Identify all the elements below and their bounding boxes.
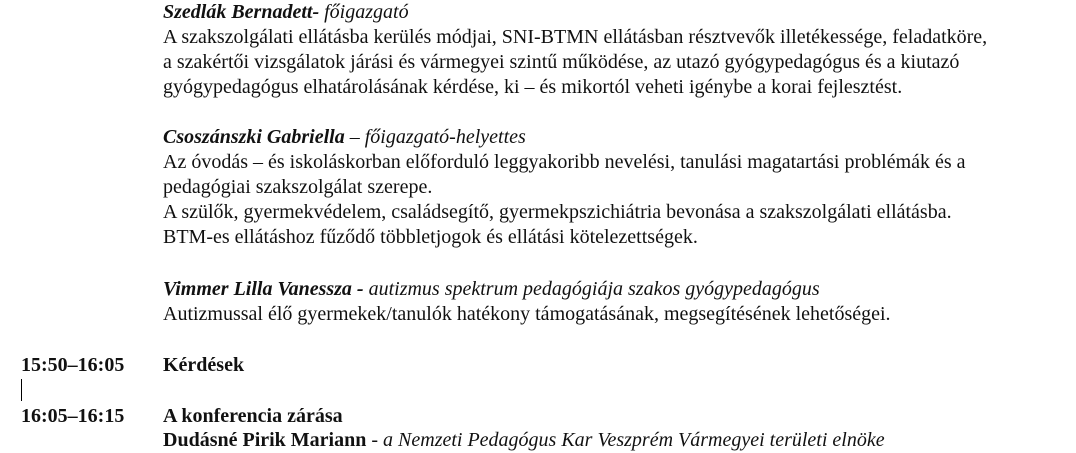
agenda-title: A konferencia zárása bbox=[163, 405, 343, 427]
speaker-heading bbox=[163, 125, 1063, 150]
speaker-heading bbox=[163, 0, 1063, 25]
speaker-role: főigazgató bbox=[324, 1, 409, 23]
section-text-line: A szakszolgálati ellátásba kerülés módjai, SNI-BTMN ellátásban résztvevők illetékessége, feladatköre, bbox=[163, 26, 988, 48]
agenda-time: 16:05–16:15 bbox=[21, 405, 125, 427]
section-text-line: a szakértői vizsgálatok járási és vármegyei szintű működése, az utazó gyógypedagógus és a kiutazó bbox=[163, 51, 960, 73]
section-text-line: gyógypedagógus elhatárolásának kérdése, ki – és mikortól veheti igénybe a korai fejlesztést. bbox=[163, 76, 903, 98]
closing-speaker-separator: - bbox=[366, 429, 384, 451]
section-text-line: pedagógiai szakszolgálat szerepe. bbox=[163, 176, 433, 198]
speaker-name: Csoszánszki Gabriella bbox=[163, 126, 345, 148]
closing-speaker-line bbox=[163, 428, 885, 453]
closing-speaker-role: a Nemzeti Pedagógus Kar Veszprém Vármegyei területi elnöke bbox=[383, 429, 885, 451]
agenda-title: Kérdések bbox=[163, 354, 245, 376]
speaker-separator: - bbox=[312, 1, 325, 23]
speaker-name: Szedlák Bernadett bbox=[163, 1, 313, 23]
agenda-time: 15:50–16:05 bbox=[21, 354, 125, 376]
speaker-section-1 bbox=[163, 0, 1063, 100]
speaker-heading bbox=[163, 277, 1063, 302]
speaker-role: főigazgató-helyettes bbox=[364, 126, 526, 148]
section-text-line: BTM-es ellátáshoz fűződő többletjogok és ellátási kötelezettségek. bbox=[163, 226, 698, 248]
section-text-line: Az óvodás – és iskoláskorban előforduló leggyakoribb nevelési, tanulási magatartási problémák és a bbox=[163, 151, 966, 173]
closing-speaker-name: Dudásné Pirik Mariann bbox=[163, 429, 367, 451]
speaker-role: autizmus spektrum pedagógiája szakos gyógypedagógus bbox=[368, 278, 820, 300]
text-cursor[interactable] bbox=[21, 379, 22, 401]
speaker-section-3 bbox=[163, 277, 1063, 327]
speaker-separator: – bbox=[344, 126, 365, 148]
speaker-section-2 bbox=[163, 125, 1063, 250]
section-text-line: Autizmussal élő gyermekek/tanulók hatékony támogatásának, megsegítésének lehetőségei. bbox=[163, 303, 891, 325]
speaker-name: Vimmer Lilla Vanessza - bbox=[163, 278, 364, 300]
section-text-line: A szülők, gyermekvédelem, családsegítő, gyermekpszichiátria bevonása a szakszolgálati ellátásba. bbox=[163, 201, 952, 223]
